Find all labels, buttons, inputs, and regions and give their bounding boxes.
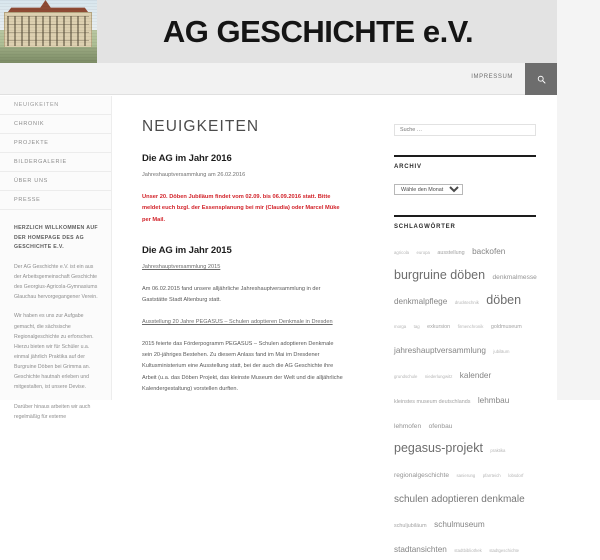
sidebar-item-chronik[interactable]	[0, 115, 111, 134]
top-navigation-bar	[0, 63, 557, 95]
page-title: NEUIGKEITEN	[142, 118, 260, 135]
tag-link[interactable]: jahreshauptversammlung	[394, 346, 486, 356]
tag-link[interactable]: goldmuseum	[490, 324, 522, 331]
sidebar-item-label[interactable]: BILDERGALERIE	[14, 159, 67, 165]
welcome-paragraph-1: Der AG Geschichte e.V. ist ein aus der Arbeitsgemeinschaft Geschichte des Georgius-Agricola-Gymnasiums Glauchau hervorgegangener Verein.	[14, 263, 98, 301]
tag-link[interactable]: pegasus-projekt	[394, 441, 483, 456]
tag-link[interactable]: europa	[416, 250, 430, 255]
tag-link[interactable]: agricola	[394, 250, 410, 255]
tag-link[interactable]: denkmalpflege	[394, 296, 448, 306]
tag-link[interactable]: schulen adoptieren denkmale	[394, 493, 525, 505]
tag-link[interactable]: ofenbau	[428, 422, 453, 430]
tag-link[interactable]: stadtansichten	[394, 544, 447, 554]
sidebar-item-label[interactable]: PRESSE	[14, 197, 41, 203]
tag-link[interactable]: drucktechnik	[454, 299, 479, 305]
sidebar-item-bildergalerie[interactable]	[0, 153, 111, 172]
tag-link[interactable]: grundschule	[394, 373, 418, 379]
announcement-text: Unser 20. Döben Jubiläum findet vom 02.09. bis 06.09.2016 statt. Bitte meldet euch bzgl. der Essensplanung bei mir (Claudia) oder Marcel Müke per Mail.	[142, 193, 340, 223]
archiv-widget	[394, 155, 535, 196]
page-background-edge	[557, 0, 600, 400]
sidebar-item-ueber-uns[interactable]	[0, 172, 111, 191]
tag-link[interactable]: morga	[394, 324, 407, 330]
post-meta-2016: Jahreshauptversammlung am 26.02.2016	[142, 172, 246, 178]
tag-link[interactable]: exkursion	[427, 324, 451, 331]
site-header	[0, 0, 557, 63]
sidebar-item-presse[interactable]	[0, 191, 111, 210]
sidebar-item-label[interactable]: CHRONIK	[14, 121, 45, 127]
schlagwoerter-title: SCHLAGWÖRTER	[394, 224, 456, 230]
tag-link[interactable]: pfarrteich	[482, 473, 501, 479]
tag-link[interactable]: praktika	[490, 448, 506, 454]
tag-link[interactable]: lehmbau	[477, 395, 510, 405]
welcome-heading: HERZLICH WILLKOMMEN AUF DER HOMEPAGE DES AG GESCHICHTE E.V.	[14, 225, 98, 251]
tag-link[interactable]: döben	[486, 292, 522, 307]
tag-link[interactable]: schulmuseum	[434, 519, 485, 529]
tag-link[interactable]: lehmofen	[394, 422, 422, 430]
tag-link[interactable]: kalender	[459, 370, 492, 380]
photo-grain-overlay	[0, 0, 97, 63]
welcome-paragraph-3: Darüber hinaus arbeiten wir auch regelmäßig für externe	[14, 403, 91, 420]
post-body-2015: Am 06.02.2015 fand unsere alljährliche Jahreshauptversammlung in der Gaststätte Stadt Altenburg statt.	[142, 285, 321, 303]
schlagwoerter-widget	[394, 215, 535, 560]
sidebar-item-label[interactable]: PROJEKTE	[14, 140, 49, 146]
archiv-month-select[interactable]	[394, 184, 463, 195]
left-sidebar	[0, 96, 112, 420]
tag-link[interactable]: stadtbibliothek	[454, 547, 482, 553]
tag-link[interactable]: burgruine döben	[394, 267, 486, 282]
tag-link[interactable]: sanierung	[456, 473, 476, 479]
widget-divider	[394, 215, 536, 217]
tag-link[interactable]: schuljubiläum	[394, 522, 427, 529]
tag-link[interactable]: backofen	[472, 247, 506, 256]
header-building-image	[0, 0, 97, 63]
tag-link[interactable]: denkmalmesse	[492, 273, 537, 281]
sidebar-item-label[interactable]: ÜBER UNS	[14, 178, 49, 184]
sidebar-item-neuigkeiten[interactable]	[0, 96, 111, 115]
post-body-pegasus: 2015 feierte das Förderpogramm PEGASUS – Schulen adoptieren Denkmale sein 20-jähriges Bestehen. Zu diesem Anlass fand im Mai im Dresdener Kultusministerium eine Ausstellung statt, bei der auch die AG Geschichte ihre Arbeit (u.a. das Döben Projekt, das kleinste Museum der Welt und die alljährliche Kalendergestaltung) vorstellen durften.	[142, 341, 343, 392]
sidebar-item-label[interactable]: NEUIGKEITEN	[14, 102, 59, 108]
search-input[interactable]	[394, 124, 536, 136]
search-icon	[537, 75, 546, 84]
tag-link[interactable]: niederlungwitz	[424, 373, 453, 379]
tag-link[interactable]: tag	[413, 324, 420, 330]
tag-link[interactable]: ausstellung	[437, 250, 465, 256]
tag-link[interactable]: regionalgeschichte	[394, 472, 449, 480]
main-menu	[0, 96, 111, 210]
welcome-widget	[0, 210, 111, 422]
widget-divider	[394, 155, 536, 157]
tag-link[interactable]: jubiläum	[493, 349, 510, 355]
welcome-paragraph-2: Wir haben es uns zur Aufgabe gemacht, die sächsische Regionalgeschichte zu erforschen. Hierzu bieten wir für Schüler u.a. einmal jährlich Praktika auf der Burgruine Döben bei Grimma an. Geschichte hautnah erleben und mitgestalten, ist unsere Devise.	[14, 313, 94, 391]
post-meta-2015	[142, 263, 345, 273]
main-content	[113, 96, 371, 400]
tag-link[interactable]: firmenchronik	[457, 324, 484, 330]
sidebar-item-projekte[interactable]	[0, 134, 111, 153]
right-sidebar	[381, 96, 557, 554]
post-title-2016: Die AG im Jahr 2016	[142, 153, 232, 164]
link-jahreshauptversammlung-2015[interactable]: Jahreshauptversammlung 2015	[142, 264, 221, 270]
nav-link-impressum[interactable]: IMPRESSUM	[471, 74, 513, 80]
link-pegasus-ausstellung[interactable]: Ausstellung 20 Jahre PEGASUS – Schulen adoptieren Denkmale in Dresden	[142, 319, 333, 326]
tag-link[interactable]: lobsdorf	[508, 473, 524, 479]
archiv-title: ARCHIV	[394, 164, 422, 170]
tag-link[interactable]: stadtgeschichte	[489, 547, 520, 553]
site-title: AG GESCHICHTE e.V.	[162, 13, 474, 49]
tag-link[interactable]: kleinstes museum deutschlands	[394, 398, 471, 405]
search-toggle-button[interactable]	[525, 63, 557, 95]
tag-cloud	[394, 238, 540, 560]
post-title-2015: Die AG im Jahr 2015	[142, 245, 232, 256]
